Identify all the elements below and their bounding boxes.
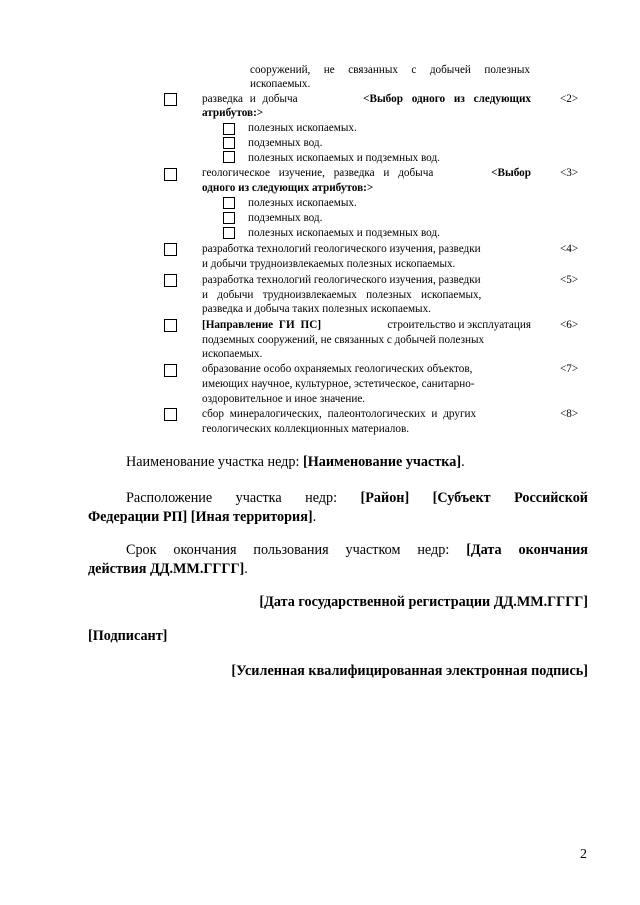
- intro-text: [250, 63, 530, 78]
- item-4-line-2: и добычи трудноизвлекаемых полезных ископаемых.: [202, 258, 456, 270]
- expiry-label-word: окончания: [173, 542, 237, 558]
- signatory: [88, 626, 167, 646]
- location-subject-word: [Субъект: [432, 490, 491, 506]
- expiry-line-1: [126, 540, 588, 560]
- location-label-word: Расположение: [126, 490, 213, 506]
- item-5-line-2: и добычи трудноизвлекаемых полезных ископаемых,: [202, 289, 482, 301]
- location-subject-word: Российской: [514, 490, 588, 506]
- checkbox-item-2-sub-1[interactable]: [223, 123, 235, 135]
- item-5-line-3: разведка и добыча таких полезных ископаемых.: [202, 303, 431, 315]
- expiry-date-word: окончания: [518, 542, 588, 558]
- item-7-code: <7>: [560, 363, 579, 375]
- item-2-sub-2: подземных вод.: [248, 137, 323, 149]
- item-2-attr-choice-2: атрибутов:>: [202, 107, 264, 119]
- location-district: [Район]: [360, 490, 410, 506]
- item-6-line-2: подземных сооружений, не связанных с добычей полезных: [202, 334, 485, 346]
- item-3-text: геологическое изучение, разведка и добыча: [202, 167, 434, 179]
- checkbox-item-2-sub-3[interactable]: [223, 151, 235, 163]
- item-5-line-1: разработка технологий геологического изучения, разведки: [202, 274, 481, 286]
- item-8-line-1: сбор минералогических, палеонтологических и других: [202, 408, 477, 420]
- checkbox-item-6[interactable]: [164, 319, 177, 332]
- location-end: .: [312, 509, 317, 525]
- expiry-end: .: [244, 561, 248, 577]
- checkbox-item-3-sub-1[interactable]: [223, 197, 235, 209]
- checkbox-item-8[interactable]: [164, 408, 177, 421]
- item-6-text: строительство и эксплуатация: [387, 319, 531, 331]
- registration-date: [259, 592, 588, 612]
- checkbox-item-3[interactable]: [164, 168, 177, 181]
- signatory-value: [Подписант]: [88, 628, 168, 644]
- item-3-attr-choice-2: одного из следующих атрибутов:>: [202, 182, 374, 194]
- location-label-word: участка: [235, 490, 282, 506]
- item-3-sub-2: подземных вод.: [248, 212, 323, 224]
- expiry-label-word: недр:: [417, 542, 450, 558]
- item-6-line-1: [202, 318, 531, 333]
- item-8-line-2: геологических коллекционных материалов.: [202, 423, 410, 435]
- expiry-label-word: участком: [345, 542, 401, 558]
- item-2-sub-1: полезных ископаемых.: [248, 122, 357, 134]
- expiry-label-word: Срок: [126, 542, 157, 558]
- item-4-line-1: разработка технологий геологического изучения, разведки: [202, 243, 481, 255]
- checkbox-item-7[interactable]: [164, 364, 177, 377]
- electronic-signature: [231, 661, 588, 681]
- checkbox-item-5[interactable]: [164, 274, 177, 287]
- expiry-label-word: пользования: [253, 542, 329, 558]
- location-label-word: недр:: [305, 490, 338, 506]
- item-3-line-1: [202, 166, 531, 181]
- site-name-line: [126, 452, 465, 472]
- item-4-code: <4>: [560, 243, 579, 255]
- intro-line-2: ископаемых.: [250, 78, 311, 90]
- checkbox-item-3-sub-3[interactable]: [223, 227, 235, 239]
- item-3-line-2: [202, 181, 373, 196]
- item-7-line-1: образование особо охраняемых геологических объектов,: [202, 363, 473, 375]
- item-3-sub-1: полезных ископаемых.: [248, 197, 357, 209]
- site-name-end: .: [461, 454, 465, 470]
- location-territory: Федерации РП] [Иная территория]: [88, 509, 313, 525]
- site-name-value: [Наименование участка]: [302, 454, 462, 470]
- site-name-label: Наименование участка недр:: [126, 454, 300, 470]
- expiry-date-value: действия ДД.ММ.ГГГГ]: [88, 561, 245, 577]
- item-6-line-3: ископаемых.: [202, 348, 263, 360]
- registration-date-value: [Дата государственной регистрации ДД.ММ.ГГГГ]: [259, 594, 588, 610]
- item-5-code: <5>: [560, 274, 579, 286]
- item-6-direction: [Направление ГИ ПС]: [202, 319, 322, 331]
- checkbox-item-2-sub-2[interactable]: [223, 137, 235, 149]
- item-3-attr-choice: <Выбор: [491, 167, 531, 179]
- item-2-sub-3: полезных ископаемых и подземных вод.: [248, 152, 440, 164]
- checkbox-item-3-sub-2[interactable]: [223, 212, 235, 224]
- electronic-signature-value: [Усиленная квалифицированная электронная подпись]: [231, 663, 588, 679]
- item-8-code: <8>: [560, 408, 579, 420]
- item-2-line-2: [202, 106, 263, 121]
- item-2-code: <2>: [560, 93, 579, 105]
- page-number: 2: [580, 847, 587, 862]
- checkbox-item-4[interactable]: [164, 243, 177, 256]
- item-3-sub-3: полезных ископаемых и подземных вод.: [248, 227, 440, 239]
- item-2-line-1: [202, 92, 531, 107]
- item-2-attr-choice: <Выбор одного из следующих: [363, 93, 531, 105]
- intro-line-1: сооружений, не связанных с добычей полезных: [250, 64, 530, 76]
- expiry-date-word: [Дата: [466, 542, 502, 558]
- location-line-1: [126, 488, 588, 508]
- item-7-line-3: оздоровительное и иное значение.: [202, 393, 366, 405]
- expiry-line-2: [88, 559, 248, 579]
- checkbox-item-2[interactable]: [164, 93, 177, 106]
- item-6-code: <6>: [560, 319, 579, 331]
- item-3-code: <3>: [560, 167, 579, 179]
- location-line-2: [88, 507, 316, 527]
- item-7-line-2: имеющих научное, культурное, эстетическое, санитарно-: [202, 378, 475, 390]
- item-2-text: разведка и добыча: [202, 93, 298, 105]
